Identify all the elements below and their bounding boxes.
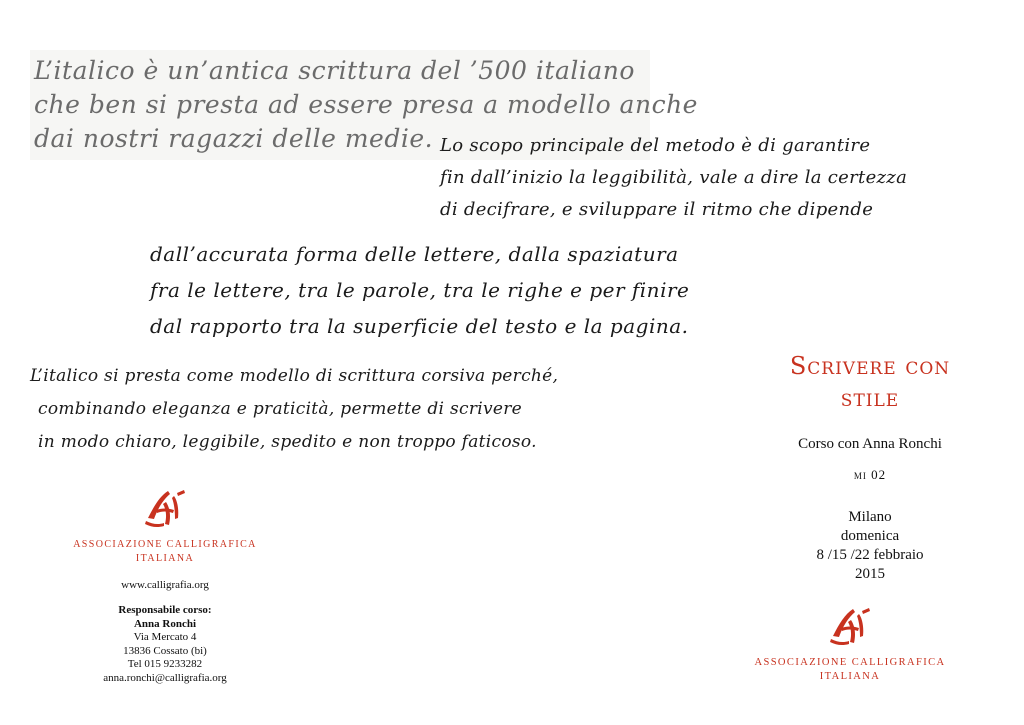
- aci-logo-icon: [829, 606, 873, 646]
- calligraphy-block-spacing: [150, 236, 689, 344]
- contact-city: 13836 Cossato (bi): [123, 644, 207, 657]
- calligraphy-line: L’italico si presta come modello di scrittura corsiva perché,: [30, 366, 559, 386]
- calligraphy-line: in modo chiaro, leggibile, spedito e non troppo faticoso.: [38, 432, 537, 452]
- course-teacher: Corso con Anna Ronchi: [798, 436, 942, 452]
- course-day: domenica: [840, 528, 900, 544]
- calligraphy-line: fra le lettere, tra le parole, tra le righe e per finire: [150, 278, 690, 302]
- contact-name: Anna Ronchi: [133, 617, 197, 630]
- course-code: mi 02: [853, 467, 887, 482]
- course-schedule: [720, 508, 1020, 584]
- association-name: [60, 538, 270, 566]
- calligraphy-line: Lo scopo principale del metodo è di garantire: [440, 135, 871, 156]
- title-line-2: stile: [840, 384, 900, 412]
- calligraphy-block-purpose: [440, 130, 907, 226]
- contact-heading: Responsabile corso:: [118, 604, 212, 616]
- contact-info: [60, 604, 270, 685]
- association-line-2: ITALIANA: [135, 553, 195, 564]
- calligraphy-line: combinando eleganza e praticità, permette di scrivere: [38, 399, 523, 419]
- association-line-1: ASSOCIAZIONE CALLIGRAFICA: [754, 657, 946, 668]
- calligraphy-line: L’italico è un’antica scrittura del ’500 italiano: [34, 56, 635, 85]
- contact-street: Via Mercato 4: [133, 631, 197, 643]
- course-dates: 8 /15 /22 febbraio: [816, 547, 924, 563]
- calligraphy-line: dall’accurata forma delle lettere, dalla spaziatura: [150, 242, 679, 266]
- calligraphy-block-cursive: [30, 360, 558, 459]
- association-name: [740, 656, 960, 684]
- association-line-2: ITALIANA: [819, 671, 881, 682]
- aci-logo-icon: [144, 488, 188, 528]
- course-year: 2015: [855, 566, 885, 582]
- title-line-1: Scrivere con: [789, 352, 951, 380]
- contact-phone: Tel 015 9233282: [127, 658, 203, 670]
- association-line-1: ASSOCIAZIONE CALLIGRAFICA: [73, 539, 257, 550]
- website-link[interactable]: www.calligrafia.org: [121, 579, 209, 591]
- calligraphy-line: dai nostri ragazzi delle medie.: [34, 124, 434, 153]
- calligraphy-line: fin dall’inizio la leggibilità, vale a dire la certezza: [440, 167, 908, 188]
- contact-email[interactable]: anna.ronchi@calligrafia.org: [103, 671, 227, 684]
- calligraphy-line: di decifrare, e sviluppare il ritmo che dipende: [440, 199, 874, 220]
- calligraphy-line: dal rapporto tra la superficie del testo e la pagina.: [150, 314, 689, 338]
- course-title: [720, 350, 1020, 414]
- course-city: Milano: [848, 509, 892, 525]
- calligraphy-line: che ben si presta ad essere presa a modello anche: [34, 90, 698, 119]
